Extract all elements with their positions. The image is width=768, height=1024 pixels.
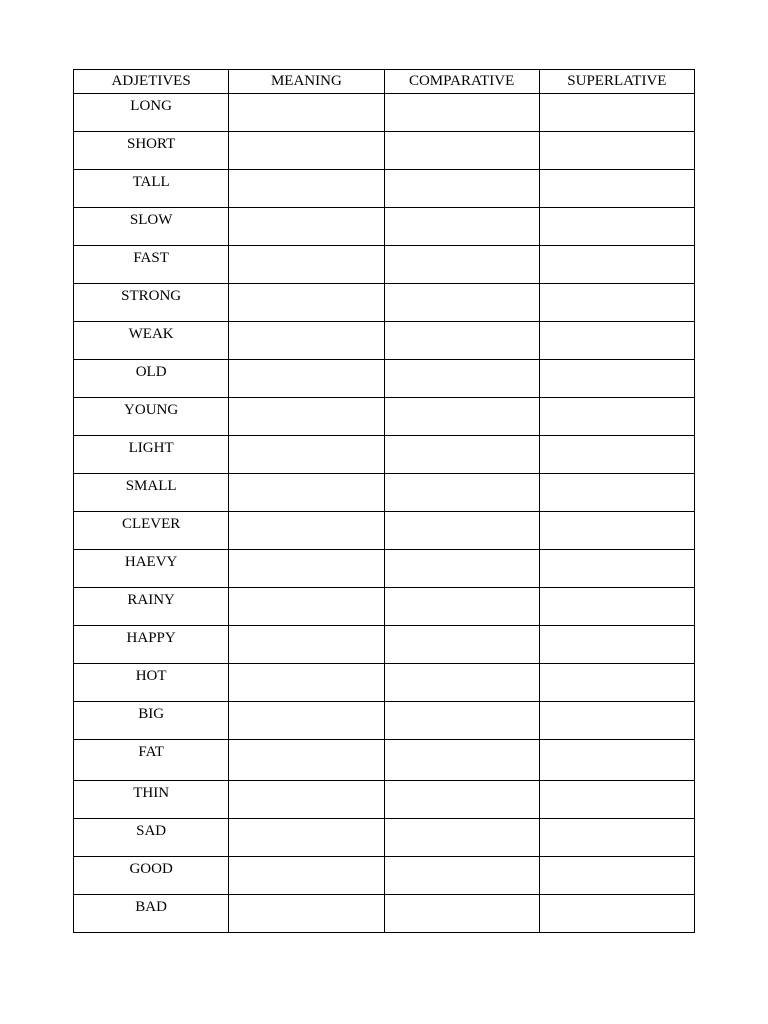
meaning-cell[interactable] [229,740,384,781]
adjective-cell: BAD [74,895,229,933]
comparative-cell[interactable] [384,208,539,246]
meaning-cell[interactable] [229,702,384,740]
comparative-cell[interactable] [384,626,539,664]
superlative-cell[interactable] [539,246,694,284]
comparative-cell[interactable] [384,94,539,132]
adjective-cell: BIG [74,702,229,740]
table-row [74,895,695,933]
meaning-cell[interactable] [229,781,384,819]
adjective-cell: SHORT [74,132,229,170]
meaning-cell[interactable] [229,284,384,322]
adjective-cell: HOT [74,664,229,702]
adjective-cell: FAST [74,246,229,284]
superlative-cell[interactable] [539,474,694,512]
table-row [74,398,695,436]
header-meaning: MEANING [229,70,384,94]
table-row [74,284,695,322]
comparative-cell[interactable] [384,284,539,322]
meaning-cell[interactable] [229,436,384,474]
superlative-cell[interactable] [539,94,694,132]
adjective-cell: LIGHT [74,436,229,474]
adjective-cell: SMALL [74,474,229,512]
superlative-cell[interactable] [539,512,694,550]
meaning-cell[interactable] [229,626,384,664]
table-row [74,132,695,170]
table-row [74,322,695,360]
table-row [74,664,695,702]
comparative-cell[interactable] [384,246,539,284]
superlative-cell[interactable] [539,208,694,246]
adjective-cell: WEAK [74,322,229,360]
comparative-cell[interactable] [384,895,539,933]
comparative-cell[interactable] [384,170,539,208]
table-header [74,70,695,94]
table-row [74,781,695,819]
comparative-cell[interactable] [384,664,539,702]
superlative-cell[interactable] [539,664,694,702]
adjective-cell: LONG [74,94,229,132]
superlative-cell[interactable] [539,819,694,857]
superlative-cell[interactable] [539,588,694,626]
comparative-cell[interactable] [384,132,539,170]
adjective-cell: GOOD [74,857,229,895]
table-row [74,740,695,781]
comparative-cell[interactable] [384,322,539,360]
meaning-cell[interactable] [229,664,384,702]
header-comparative: COMPARATIVE [384,70,539,94]
comparative-cell[interactable] [384,819,539,857]
superlative-cell[interactable] [539,550,694,588]
meaning-cell[interactable] [229,322,384,360]
adjective-cell: HAEVY [74,550,229,588]
table-row [74,208,695,246]
superlative-cell[interactable] [539,740,694,781]
comparative-cell[interactable] [384,857,539,895]
adjective-cell: TALL [74,170,229,208]
meaning-cell[interactable] [229,550,384,588]
comparative-cell[interactable] [384,588,539,626]
comparative-cell[interactable] [384,702,539,740]
table-row [74,819,695,857]
meaning-cell[interactable] [229,512,384,550]
adjective-cell: SAD [74,819,229,857]
comparative-cell[interactable] [384,781,539,819]
table-row [74,550,695,588]
table-row [74,360,695,398]
superlative-cell[interactable] [539,702,694,740]
meaning-cell[interactable] [229,588,384,626]
superlative-cell[interactable] [539,170,694,208]
table-row [74,170,695,208]
superlative-cell[interactable] [539,857,694,895]
comparative-cell[interactable] [384,398,539,436]
superlative-cell[interactable] [539,781,694,819]
meaning-cell[interactable] [229,819,384,857]
superlative-cell[interactable] [539,398,694,436]
meaning-cell[interactable] [229,360,384,398]
comparative-cell[interactable] [384,512,539,550]
adjective-cell: HAPPY [74,626,229,664]
table-row [74,436,695,474]
table-row [74,474,695,512]
meaning-cell[interactable] [229,246,384,284]
table-row [74,626,695,664]
superlative-cell[interactable] [539,895,694,933]
superlative-cell[interactable] [539,360,694,398]
meaning-cell[interactable] [229,398,384,436]
superlative-cell[interactable] [539,132,694,170]
adjective-cell: FAT [74,740,229,781]
superlative-cell[interactable] [539,436,694,474]
adjective-cell: THIN [74,781,229,819]
adjective-cell: OLD [74,360,229,398]
meaning-cell[interactable] [229,895,384,933]
comparative-cell[interactable] [384,474,539,512]
table-row [74,857,695,895]
meaning-cell[interactable] [229,857,384,895]
adjective-cell: YOUNG [74,398,229,436]
superlative-cell[interactable] [539,284,694,322]
header-superlative: SUPERLATIVE [539,70,694,94]
comparative-cell[interactable] [384,436,539,474]
table-row [74,246,695,284]
header-adjectives: ADJETIVES [74,70,229,94]
comparative-cell[interactable] [384,550,539,588]
table-row [74,588,695,626]
header-row [74,70,695,94]
superlative-cell[interactable] [539,322,694,360]
table-row [74,94,695,132]
adjective-cell: STRONG [74,284,229,322]
meaning-cell[interactable] [229,94,384,132]
meaning-cell[interactable] [229,132,384,170]
adjective-cell: CLEVER [74,512,229,550]
adjectives-table [73,69,695,933]
meaning-cell[interactable] [229,170,384,208]
comparative-cell[interactable] [384,740,539,781]
table-row [74,512,695,550]
adjective-cell: SLOW [74,208,229,246]
comparative-cell[interactable] [384,360,539,398]
superlative-cell[interactable] [539,626,694,664]
meaning-cell[interactable] [229,474,384,512]
meaning-cell[interactable] [229,208,384,246]
table-body [74,94,695,933]
table-row [74,702,695,740]
adjective-cell: RAINY [74,588,229,626]
